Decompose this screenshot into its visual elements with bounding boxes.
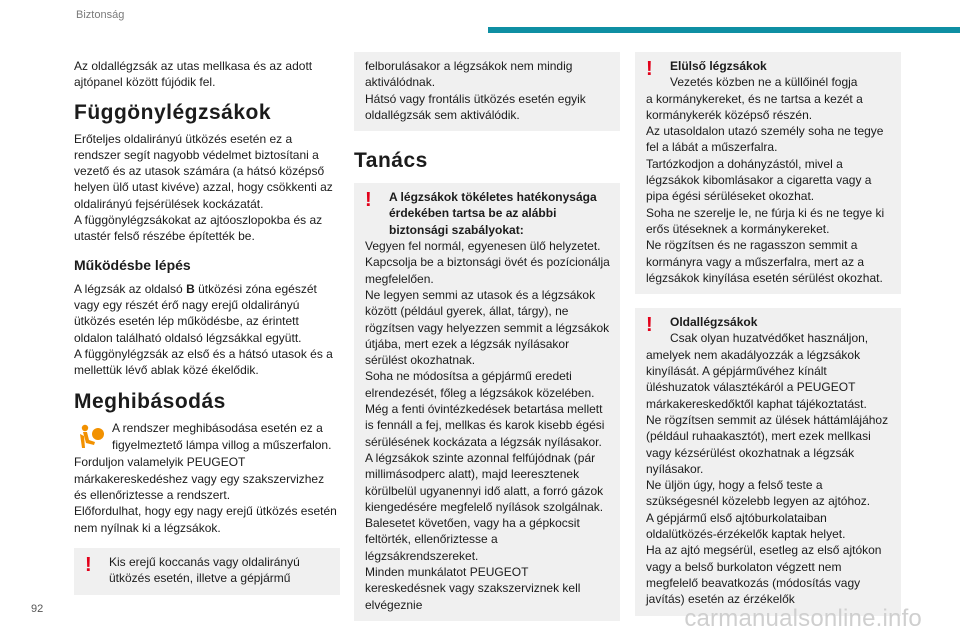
column-2 xyxy=(354,52,620,621)
exclamation-icon: ! xyxy=(646,314,653,337)
intro-text: Az oldallégzsák az utas mellkasa és az adott ajtópanel között fújódik fel. xyxy=(74,59,313,90)
fault-lamp-text: A rendszer meghibásodása esetén ez a figyelmeztető lámpa villog a műszerfalon. xyxy=(112,421,332,452)
front-airbags-title: Elülső légzsákok xyxy=(670,59,767,73)
airbag-warning-lamp-icon xyxy=(74,420,108,454)
activation-text-pre: A légzsák az oldalsó xyxy=(74,281,187,296)
page-number: 92 xyxy=(31,603,44,615)
front-airbags-text: a kormánykereket, és ne tartsa a kezét a kormánykerék középső részén. Az utasoldalon utazó személy soha ne tegye fel a lábát a műszerfalra. Tartózkodjon a dohányzástól, mivel a légzsákok kibomlásakor a cigaretta vagy a pipa égési sérüléseket okozhat. Soha ne szerelje le, ne fúrja ki és ne tegye ki erős ütéseknek a kormánykereket. Ne rögzítsen és ne ragasszon semmit a kormányra vagy a műszerfalra, mert az a légzsákok kinyílása esetén sérülést okozhat. xyxy=(646,91,885,285)
warning-box-collision xyxy=(74,548,340,595)
fault-lamp-row xyxy=(74,420,340,454)
zone-b-label: B xyxy=(186,281,195,296)
advice-box-text: Vegyen fel normál, egyenesen ülő helyzetet. Kapcsolja be a biztonsági övét és pozícionálja megfelelően. Ne legyen semmi az utasok és a légzsákok között (például gyerek, állat, tárgy), ne rögzítsen vagy helyezzen semmit a légzsákok útjába, mert ezek a légzsák nyílásakor sérülést okozhatnak. Soha ne módosítsa a gépjármű eredeti elrendezését, főleg a légzsákok közelében. Még a fenti óvintézkedések betartása mellett is fennáll a fej, mellkas és karok kisebb égési sérülésének kockázata a légzsák nyílásakor. A légzsákok szinte azonnal felfújódnak (pár millimásodperc alatt), majd leeresztenek körülbelül ugyanennyi idő alatt, a forró gázok kiengedésére megfelelő nyílások szolgálnak. Balesetet követően, vagy ha a gépkocsit feltörték, ellenőriztesse a légzsákrendszereket. Minden munkálatot PEUGEOT kereskedésnek vagy szakszerviznek kell elvégeznie xyxy=(365,239,610,612)
fault-heading: Meghibásodás xyxy=(74,390,226,414)
front-airbags-box xyxy=(635,52,901,294)
side-airbags-text-first: Csak olyan huzatvédőket használjon, xyxy=(670,331,869,346)
continued-box-text: felborulásakor a légzsákok nem mindig aktiválódnak. Hátsó vagy frontális ütközés esetén egyik oldallégzsák sem aktiválódik. xyxy=(365,59,586,122)
advice-heading: Tanács xyxy=(354,149,428,173)
watermark-text: carmanualsonline.info xyxy=(684,605,922,632)
curtain-airbags-heading: Függönylégzsákok xyxy=(74,100,272,124)
side-airbags-box xyxy=(635,308,901,615)
activation-heading: Működésbe lépés xyxy=(74,256,191,273)
warning-box-text: Kis erejű koccanás vagy oldalirányú ütközés esetén, illetve a gépjármű xyxy=(109,554,300,586)
exclamation-icon: ! xyxy=(85,553,92,576)
curtain-airbags-text: Erőteljes oldalirányú ütközés esetén ez a rendszer segít nagyobb védelmet biztosítani a vezető és az utasok számára (a hátsó középső helyen ülő utast kivéve) azzal, hogy csökkenti az oldalirányú fejsérülések kockázatát. A függönylégzsákokat az ajtóoszlopokba és az utastér felső részébe építették be. xyxy=(74,131,333,244)
side-airbags-title: Oldallégzsákok xyxy=(670,315,758,330)
column-3 xyxy=(635,52,901,616)
activation-text xyxy=(74,281,340,379)
column-1 xyxy=(74,58,340,595)
exclamation-icon: ! xyxy=(365,189,372,212)
front-airbags-text-first: Vezetés közben ne a küllőinél fogja xyxy=(670,75,858,90)
section-header: Biztonság xyxy=(76,9,125,21)
advice-box-title: A légzsákok tökéletes hatékonysága érdekében tartsa be az alábbi biztonsági szabályokat: xyxy=(389,190,597,237)
side-airbags-text: amelyek nem akadályozzák a légzsákok kinyílását. A gépjárművéhez kínált üléshuzatok választékáról a PEUGEOT márkakereskedőktől kaphat tájékoztatást. Ne rögzítsen semmit az ülések háttámlájához (például ruhaakasztót), mert ezek mellkasi vagy kézsérülést okozhatnak a légzsák nyílásakor. Ne üljön úgy, hogy a felső teste a szükségesnél közelebb legyen az ajtóhoz. A gépjármű első ajtóburkolataiban oldalütközés-érzékelők kaptak helyet. Ha az ajtó megsérül, esetleg az első ajtókon vagy a belső burkolaton végzett nem megfelelő beavatkozás (módosítás vagy javítás) esetén az érzékelők xyxy=(646,347,889,607)
activation-text-post: ütközési zóna egészét vagy egy részét érő nagy erejű oldalirányú ütközés esetén lép működésbe, az érintett oldalon található oldalsó légzsákkal együtt. A függönylégzsák az első és a hátsó utasok és a mellettük lévő ablak közé ékelődik. xyxy=(74,281,333,378)
exclamation-icon: ! xyxy=(646,58,653,80)
warning-box-continued xyxy=(354,52,620,131)
fault-text: Forduljon valamelyik PEUGEOT márkakereskedéshez vagy egy szakszervizhez és ellenőriztesse a rendszert. Előfordulhat, hogy egy nagy erejű ütközés esetén nem nyílnak ki a légzsákok. xyxy=(74,455,337,535)
header-accent-bar xyxy=(488,27,960,33)
advice-box xyxy=(354,183,620,621)
